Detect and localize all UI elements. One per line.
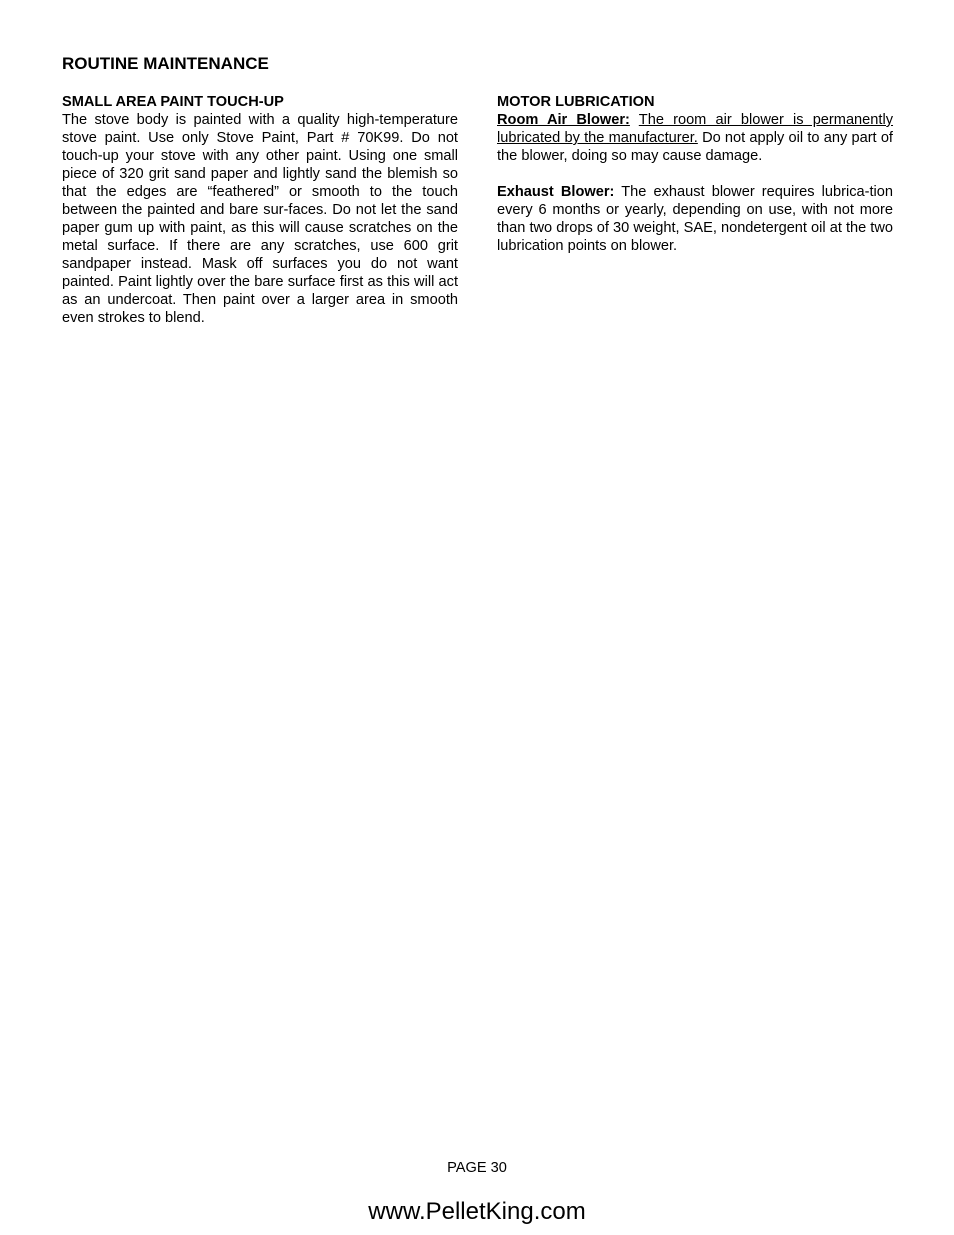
room-air-blower-text: Do not apply oil to any part of the blower, doing so may cause damage. (497, 130, 893, 164)
exhaust-blower-paragraph (497, 183, 893, 255)
exhaust-blower-text: The exhaust blower requires lubrica-tion every 6 months or yearly, depending on use, with not more than two drops of 30 weight, SAE, nondetergent oil at the two lubrication points on blower. (497, 184, 893, 254)
page-number: PAGE 30 (447, 1160, 507, 1176)
paint-touch-up-body: The stove body is painted with a quality high-temperature stove paint. Use only Stove Paint, Part # 70K99. Do not touch-up your stove with any other paint. Using one small piece of 320 grit sand paper and lightly sand the blemish so that the edges are “feathered” or smooth to the touch between the painted and bare sur-faces. Do not let the sand paper gum up with paint, as this will cause scratches on the metal surface. If there are any scratches, use 600 grit sandpaper instead. Mask off surfaces you do not want painted. Paint lightly over the bare surface first as this will act as an undercoat. Then paint over a larger area in smooth even strokes to blend. (62, 112, 458, 326)
room-air-blower-label: Room Air Blower: (497, 112, 630, 128)
motor-lubrication-heading: MOTOR LUBRICATION (497, 94, 655, 110)
page-title: ROUTINE MAINTENANCE (62, 54, 269, 73)
exhaust-blower-label: Exhaust Blower: (497, 184, 615, 200)
room-air-blower-underlined-text: The room air blower is permanently lubricated by the manufacturer. (497, 112, 894, 146)
paint-touch-up-heading: SMALL AREA PAINT TOUCH-UP (62, 94, 284, 110)
right-column (497, 94, 893, 255)
website-url: www.PelletKing.com (368, 1198, 586, 1225)
left-column (62, 94, 458, 327)
room-air-blower-paragraph (497, 111, 893, 165)
